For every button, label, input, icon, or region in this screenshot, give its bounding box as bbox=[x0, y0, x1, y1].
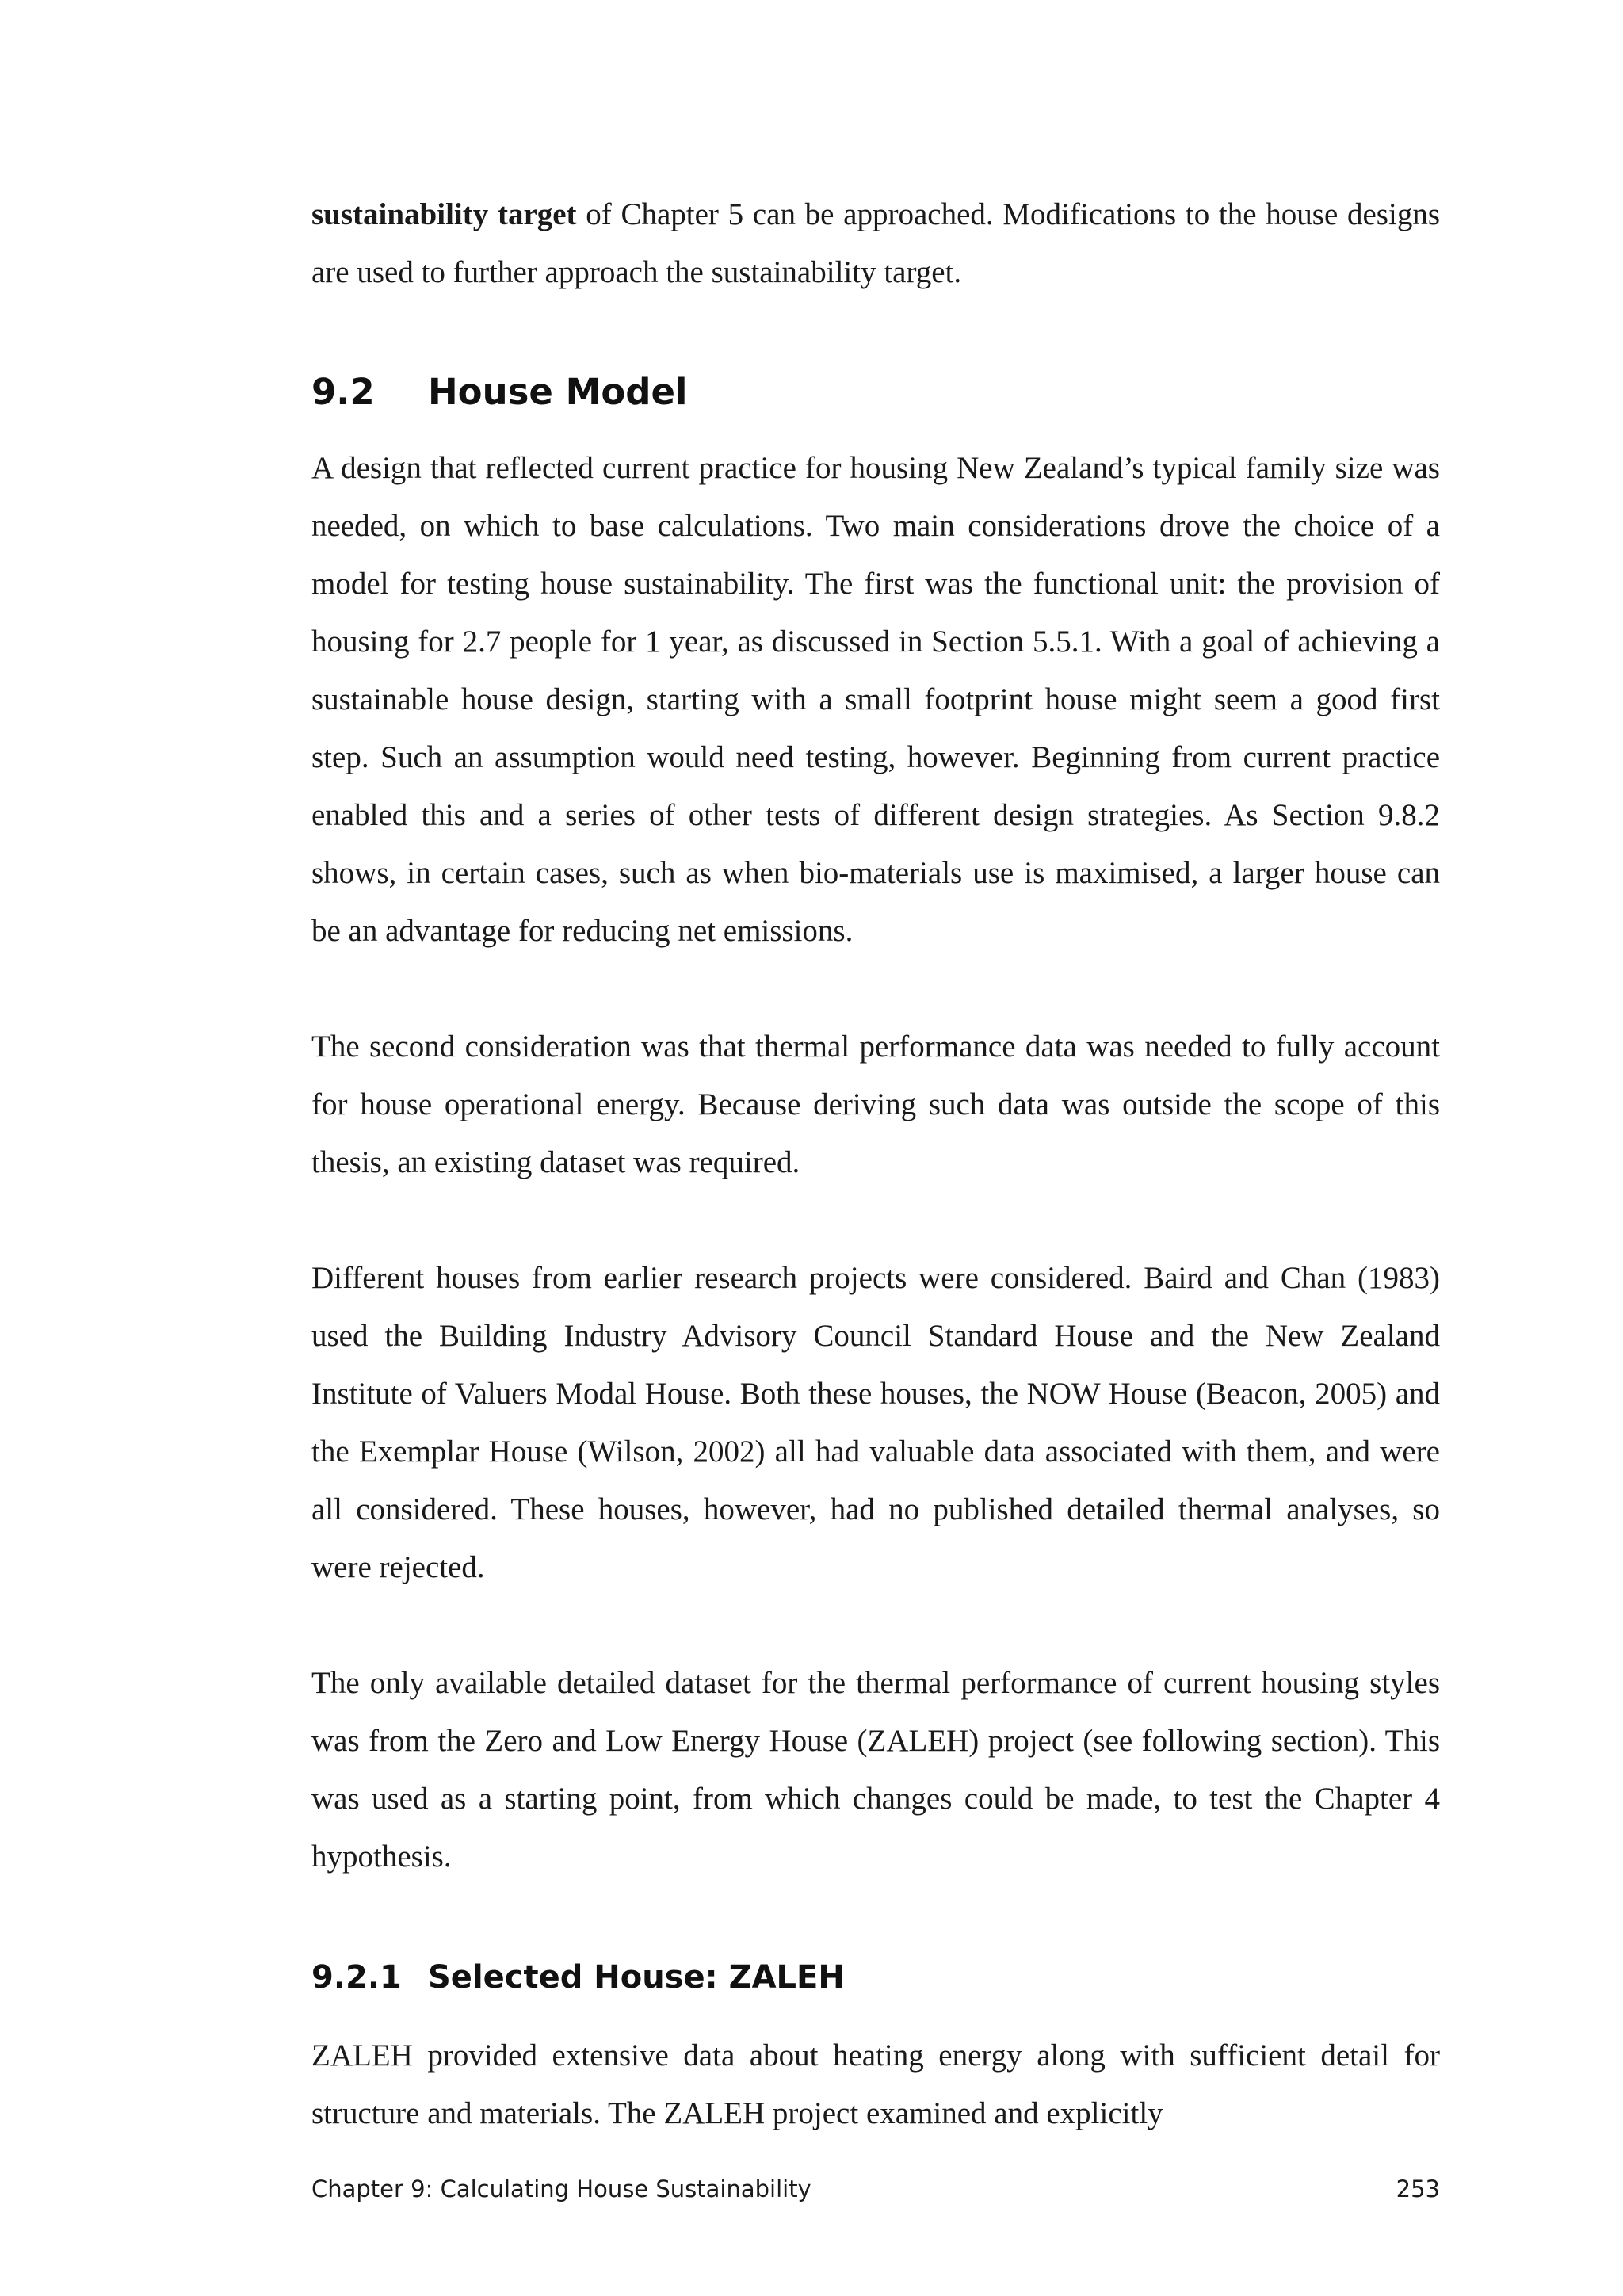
intro-bold-lead: sustainability target bbox=[311, 197, 577, 231]
section-title: House Model bbox=[428, 371, 688, 413]
section-number: 9.2 bbox=[311, 371, 375, 413]
paragraph-zaleh: ZALEH provided extensive data about heating energy along with sufficient detail for structure and materials. The ZALEH project examined and explicitly bbox=[311, 2038, 1440, 2130]
intro-paragraph bbox=[311, 185, 1440, 301]
section-heading-9-2-1 bbox=[311, 1959, 845, 1996]
footer-chapter-title: Chapter 9: Calculating House Sustainability bbox=[311, 2176, 812, 2202]
section-heading-9-2 bbox=[311, 371, 687, 413]
subsection-number: 9.2.1 bbox=[311, 1959, 402, 1996]
paragraph-house-model-4: The only available detailed dataset for the thermal performance of current housing styles was from the Zero and Low Energy House (ZALEH) project (see following section). This was used as a starting point, from which changes could be made, to test the Chapter 4 hypothesis. bbox=[311, 1666, 1440, 1874]
intro-text: of Chapter 5 can be approached. Modifications to the house designs are used to further approach the sustainability target. bbox=[311, 197, 1440, 289]
document-page bbox=[311, 0, 1440, 2296]
paragraph-house-model-3: Different houses from earlier research projects were considered. Baird and Chan (1983) used the Building Industry Advisory Council Standard House and the New Zealand Institute of Valuers Modal House. Both these houses, the NOW House (Beacon, 2005) and the Exemplar House (Wilson, 2002) all had valuable data associated with them, and were all considered. These houses, however, had no published detailed thermal analyses, so were rejected. bbox=[311, 1261, 1440, 1584]
subsection-title: Selected House: ZALEH bbox=[428, 1959, 845, 1996]
paragraph-house-model-2: The second consideration was that thermal performance data was needed to fully account for house operational energy. Because deriving such data was outside the scope of this thesis, an existing dataset was required. bbox=[311, 1030, 1440, 1179]
footer-page-number: 253 bbox=[1396, 2176, 1440, 2202]
paragraph-house-model-1: A design that reflected current practice for housing New Zealand’s typical family size was needed, on which to base calculations. Two main considerations drove the choice of a model for testing house sustainability. The first was the functional unit: the provision of housing for 2.7 people for 1 year, as discussed in Section 5.5.1. With a goal of achieving a sustainable house design, starting with a small footprint house might seem a good first step. Such an assumption would need testing, however. Beginning from current practice enabled this and a series of other tests of different design strategies. As Section 9.8.2 shows, in certain cases, such as when bio-materials use is maximised, a larger house can be an advantage for reducing net emissions. bbox=[311, 451, 1440, 948]
